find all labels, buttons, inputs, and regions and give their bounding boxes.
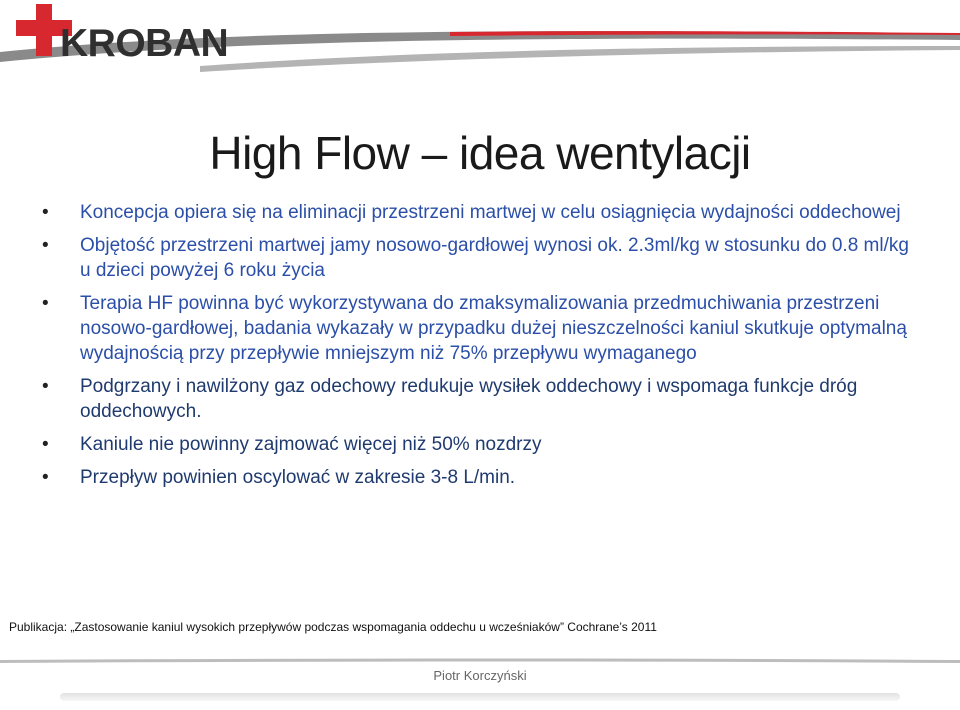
bullet-item: [40, 432, 920, 457]
bullet-icon: •: [42, 376, 49, 397]
slide-title: High Flow – idea wentylacji: [209, 127, 751, 179]
bullet-icon: •: [42, 434, 49, 455]
bullet-list: [40, 200, 920, 498]
kroban-logo: [14, 2, 229, 72]
bullet-icon: •: [42, 293, 49, 314]
author-name: Piotr Korczyński: [433, 668, 527, 683]
bullet-item: [40, 200, 920, 225]
bullet-text: Kaniule nie powinny zajmować więcej niż 50% nozdrzy: [80, 434, 542, 455]
bullet-icon: •: [42, 202, 49, 223]
bullet-text: Objętość przestrzeni martwej jamy nosowo-gardłowej wynosi ok. 2.3ml/kg w stosunku do 0.8 ml/kg u dzieci powyżej 6 roku życia: [80, 235, 909, 281]
bullet-text: Koncepcja opiera się na eliminacji przestrzeni martwej w celu osiągnięcia wydajności oddechowej: [80, 202, 901, 223]
bullet-text: Przepływ powinien oscylować w zakresie 3-8 L/min.: [80, 467, 516, 488]
bullet-text: Terapia HF powinna być wykorzystywana do zmaksymalizowania przedmuchiwania przestrzeni nosowo-gardłowej, badania wykazały w przypadku dużej nieszczelności kaniul skutkuje optymalną wydajnością przy przepływie mniejszym niż 75% przepływu wymaganego: [80, 293, 907, 364]
bullet-text: Podgrzany i nawilżony gaz odechowy redukuje wysiłek oddechowy i wspomaga funkcje dróg oddechowych.: [80, 376, 858, 422]
footer-shadow-bar: [60, 693, 900, 701]
bullet-icon: •: [42, 467, 49, 488]
publication-citation: Publikacja: „Zastosowanie kaniul wysokich przepływów podczas wspomagania oddechu u wcześniaków” Cochrane’s 2011: [9, 620, 657, 634]
logo-text: KROBAN: [60, 22, 229, 65]
bullet-item: [40, 233, 920, 283]
bullet-item: [40, 374, 920, 424]
bullet-item: [40, 465, 920, 490]
bullet-item: [40, 291, 920, 366]
bullet-icon: •: [42, 235, 49, 256]
